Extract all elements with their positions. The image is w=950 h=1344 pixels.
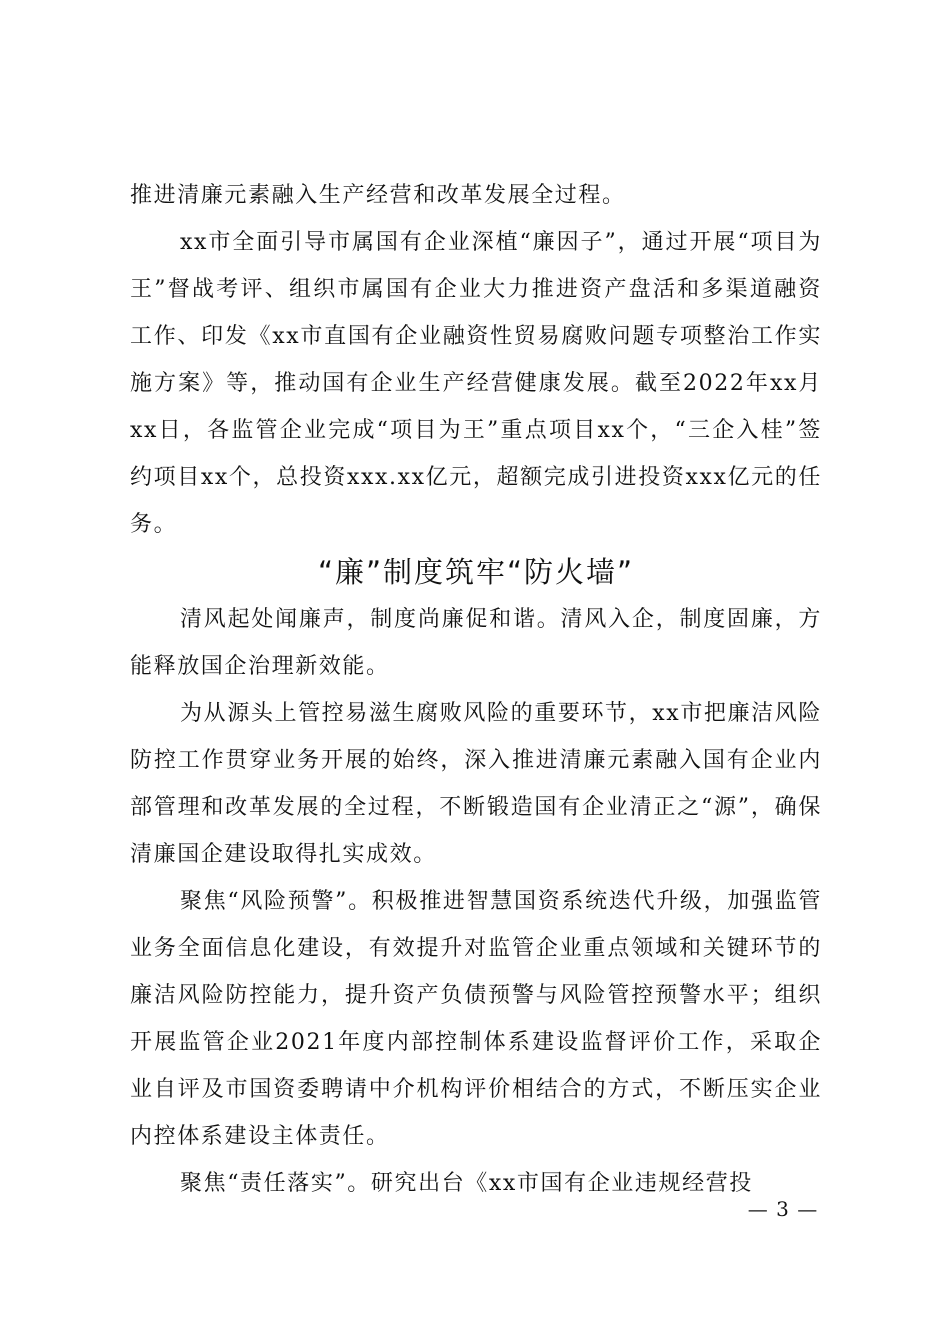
document-body xyxy=(130,172,822,1207)
paragraph-intro: 清风起处闻廉声，制度尚廉促和谐。清风入企，制度固廉，方能释放国企治理新效能。 xyxy=(130,607,822,679)
paragraph-responsibility: 聚焦“责任落实”。研究出台《xx市国有企业违规经营投 xyxy=(180,1171,753,1196)
paragraph-risk-warning: 聚焦“风险预警”。积极推进智慧国资系统迭代升级，加强监管业务全面信息化建设，有效提升对监管企业重点领域和关键环节的廉洁风险防控能力，提升资产负债预警与风险管控预警水平；组织开展监管企业2021年度内部控制体系建设监督评价工作，采取企业自评及市国资委聘请中介机构评价相结合的方式，不断压实企业内控体系建设主体责任。 xyxy=(130,889,822,1149)
section-heading: “廉”制度筑牢“防火墙” xyxy=(317,555,635,589)
paragraph-lian-yinzi: xx市全面引导市属国有企业深植“廉因子”，通过开展“项目为王”督战考评、组织市属国有企业大力推进资产盘活和多渠道融资工作、印发《xx市直国有企业融资性贸易腐败问题专项整治工作实施方案》等，推动国有企业生产经营健康发展。截至2022年xx月xx日，各监管企业完成“项目为王”重点项目xx个，“三企入桂”签约项目xx个，总投资xxx.xx亿元，超额完成引进投资xxx亿元的任务。 xyxy=(130,230,822,537)
paragraph-continuation: 推进清廉元素融入生产经营和改革发展全过程。 xyxy=(130,183,626,208)
paragraph-risk-control: 为从源头上管控易滋生腐败风险的重要环节，xx市把廉洁风险防控工作贯穿业务开展的始终，深入推进清廉元素融入国有企业内部管理和改革发展的全过程，不断锻造国有企业清正之“源”，确保清廉国企建设取得扎实成效。 xyxy=(130,701,822,867)
page-number: — 3 — xyxy=(747,1197,819,1221)
